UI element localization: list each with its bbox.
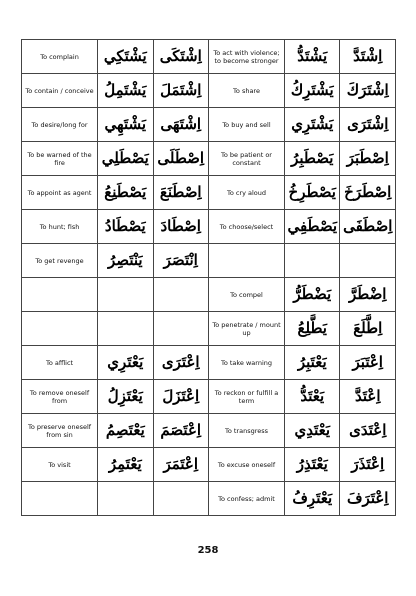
table-row xyxy=(22,108,396,142)
left-imperfect-verb-cell: يَشْتَكِي xyxy=(98,40,153,74)
left-meaning-cell: To preserve oneself from sin xyxy=(22,414,98,448)
right-past-verb-cell: اِصْطَفَى xyxy=(340,210,396,244)
table-row xyxy=(22,142,396,176)
right-meaning-cell: To buy and sell xyxy=(208,108,284,142)
left-imperfect-verb-cell: يَنْتَصِرُ xyxy=(98,244,153,278)
left-past-verb-cell: اِعْتَصَمَ xyxy=(153,414,208,448)
table-row xyxy=(22,244,396,278)
verb-table-body xyxy=(22,40,396,516)
right-meaning-cell: To transgress xyxy=(208,414,284,448)
right-meaning-cell: To take warning xyxy=(208,346,284,380)
right-imperfect-verb-cell: يَعْتَذِرُ xyxy=(285,448,340,482)
left-imperfect-verb-cell xyxy=(98,278,153,312)
right-meaning-cell xyxy=(208,244,284,278)
left-imperfect-verb-cell xyxy=(98,482,153,516)
left-meaning-cell: To remove oneself from xyxy=(22,380,98,414)
right-past-verb-cell: اِضْطَرَّ xyxy=(340,278,396,312)
right-past-verb-cell: اِطَّلَعَ xyxy=(340,312,396,346)
page-number: 258 xyxy=(197,545,219,556)
table-row xyxy=(22,74,396,108)
left-imperfect-verb-cell: يَصْطَادُ xyxy=(98,210,153,244)
left-past-verb-cell: اِشْتَكَى xyxy=(153,40,208,74)
right-imperfect-verb-cell: يَشْتَدُّ xyxy=(285,40,340,74)
right-meaning-cell: To choose/select xyxy=(208,210,284,244)
left-imperfect-verb-cell: يَعْتَرِي xyxy=(98,346,153,380)
right-meaning-cell: To share xyxy=(208,74,284,108)
right-imperfect-verb-cell: يَضْطَرُّ xyxy=(285,278,340,312)
right-meaning-cell: To confess; admit xyxy=(208,482,284,516)
right-past-verb-cell: اِعْتَدَى xyxy=(340,414,396,448)
left-past-verb-cell: اِنْتَصَرَ xyxy=(153,244,208,278)
left-past-verb-cell xyxy=(153,482,208,516)
left-imperfect-verb-cell: يَعْتَمِرُ xyxy=(98,448,153,482)
left-past-verb-cell xyxy=(153,312,208,346)
right-meaning-cell: To cry aloud xyxy=(208,176,284,210)
left-meaning-cell: To complain xyxy=(22,40,98,74)
left-meaning-cell: To hunt; fish xyxy=(22,210,98,244)
right-meaning-cell: To compel xyxy=(208,278,284,312)
left-meaning-cell: To be warned of the fire xyxy=(22,142,98,176)
left-imperfect-verb-cell: يَصْطَلِي xyxy=(98,142,153,176)
right-imperfect-verb-cell: يَصْطَفِي xyxy=(285,210,340,244)
verb-table xyxy=(21,39,396,516)
right-imperfect-verb-cell: يَعْتَدِي xyxy=(285,414,340,448)
left-imperfect-verb-cell: يَشْتَمِلُ xyxy=(98,74,153,108)
table-row xyxy=(22,380,396,414)
left-past-verb-cell: اِصْطَادَ xyxy=(153,210,208,244)
right-past-verb-cell: اِعْتَدَّ xyxy=(340,380,396,414)
table-row xyxy=(22,40,396,74)
table-row xyxy=(22,176,396,210)
left-imperfect-verb-cell: يَعْتَزِلُ xyxy=(98,380,153,414)
right-imperfect-verb-cell: يَعْتَرِفُ xyxy=(285,482,340,516)
table-row xyxy=(22,346,396,380)
right-meaning-cell: To reckon or fulfill a term xyxy=(208,380,284,414)
left-meaning-cell: To desire/long for xyxy=(22,108,98,142)
left-meaning-cell xyxy=(22,312,98,346)
right-imperfect-verb-cell: يَشْتَرِي xyxy=(285,108,340,142)
left-meaning-cell xyxy=(22,482,98,516)
right-imperfect-verb-cell: يَشْتَرِكُ xyxy=(285,74,340,108)
left-imperfect-verb-cell: يَصْطَنِعُ xyxy=(98,176,153,210)
left-past-verb-cell xyxy=(153,278,208,312)
right-meaning-cell: To penetrate / mount up xyxy=(208,312,284,346)
table-row xyxy=(22,210,396,244)
right-past-verb-cell xyxy=(340,244,396,278)
left-past-verb-cell: اِصْطَنَعَ xyxy=(153,176,208,210)
right-imperfect-verb-cell: يَصْطَبِرُ xyxy=(285,142,340,176)
left-past-verb-cell: اِعْتَزَلَ xyxy=(153,380,208,414)
right-past-verb-cell: اِعْتَرَفَ xyxy=(340,482,396,516)
right-past-verb-cell: اِعْتَذَرَ xyxy=(340,448,396,482)
table-row xyxy=(22,448,396,482)
right-past-verb-cell: اِشْتَرَكَ xyxy=(340,74,396,108)
right-imperfect-verb-cell: يَصْطَرِخُ xyxy=(285,176,340,210)
table-row xyxy=(22,482,396,516)
left-meaning-cell xyxy=(22,278,98,312)
right-past-verb-cell: اِشْتَرَى xyxy=(340,108,396,142)
left-past-verb-cell: اِعْتَرَى xyxy=(153,346,208,380)
table-row xyxy=(22,278,396,312)
left-meaning-cell: To afflict xyxy=(22,346,98,380)
right-meaning-cell: To be patient or constant xyxy=(208,142,284,176)
right-past-verb-cell: اِصْطَبَرَ xyxy=(340,142,396,176)
table-row xyxy=(22,414,396,448)
left-imperfect-verb-cell: يَعْتَصِمُ xyxy=(98,414,153,448)
right-past-verb-cell: اِعْتَبَرَ xyxy=(340,346,396,380)
left-past-verb-cell: اِعْتَمَرَ xyxy=(153,448,208,482)
left-past-verb-cell: اِصْطَلَى xyxy=(153,142,208,176)
right-imperfect-verb-cell: يَطَّلِعُ xyxy=(285,312,340,346)
left-meaning-cell: To appoint as agent xyxy=(22,176,98,210)
left-imperfect-verb-cell xyxy=(98,312,153,346)
left-imperfect-verb-cell: يَشْتَهِي xyxy=(98,108,153,142)
right-past-verb-cell: اِشْتَدَّ xyxy=(340,40,396,74)
left-meaning-cell: To get revenge xyxy=(22,244,98,278)
table-row xyxy=(22,312,396,346)
left-past-verb-cell: اِشْتَهَى xyxy=(153,108,208,142)
right-meaning-cell: To act with violence; to become stronger xyxy=(208,40,284,74)
right-past-verb-cell: اِصْطَرَخَ xyxy=(340,176,396,210)
right-meaning-cell: To excuse oneself xyxy=(208,448,284,482)
right-imperfect-verb-cell: يَعْتَبِرُ xyxy=(285,346,340,380)
right-imperfect-verb-cell: يَعْتَدُّ xyxy=(285,380,340,414)
right-imperfect-verb-cell xyxy=(285,244,340,278)
left-meaning-cell: To contain / conceive xyxy=(22,74,98,108)
left-past-verb-cell: اِشْتَمَلَ xyxy=(153,74,208,108)
left-meaning-cell: To visit xyxy=(22,448,98,482)
